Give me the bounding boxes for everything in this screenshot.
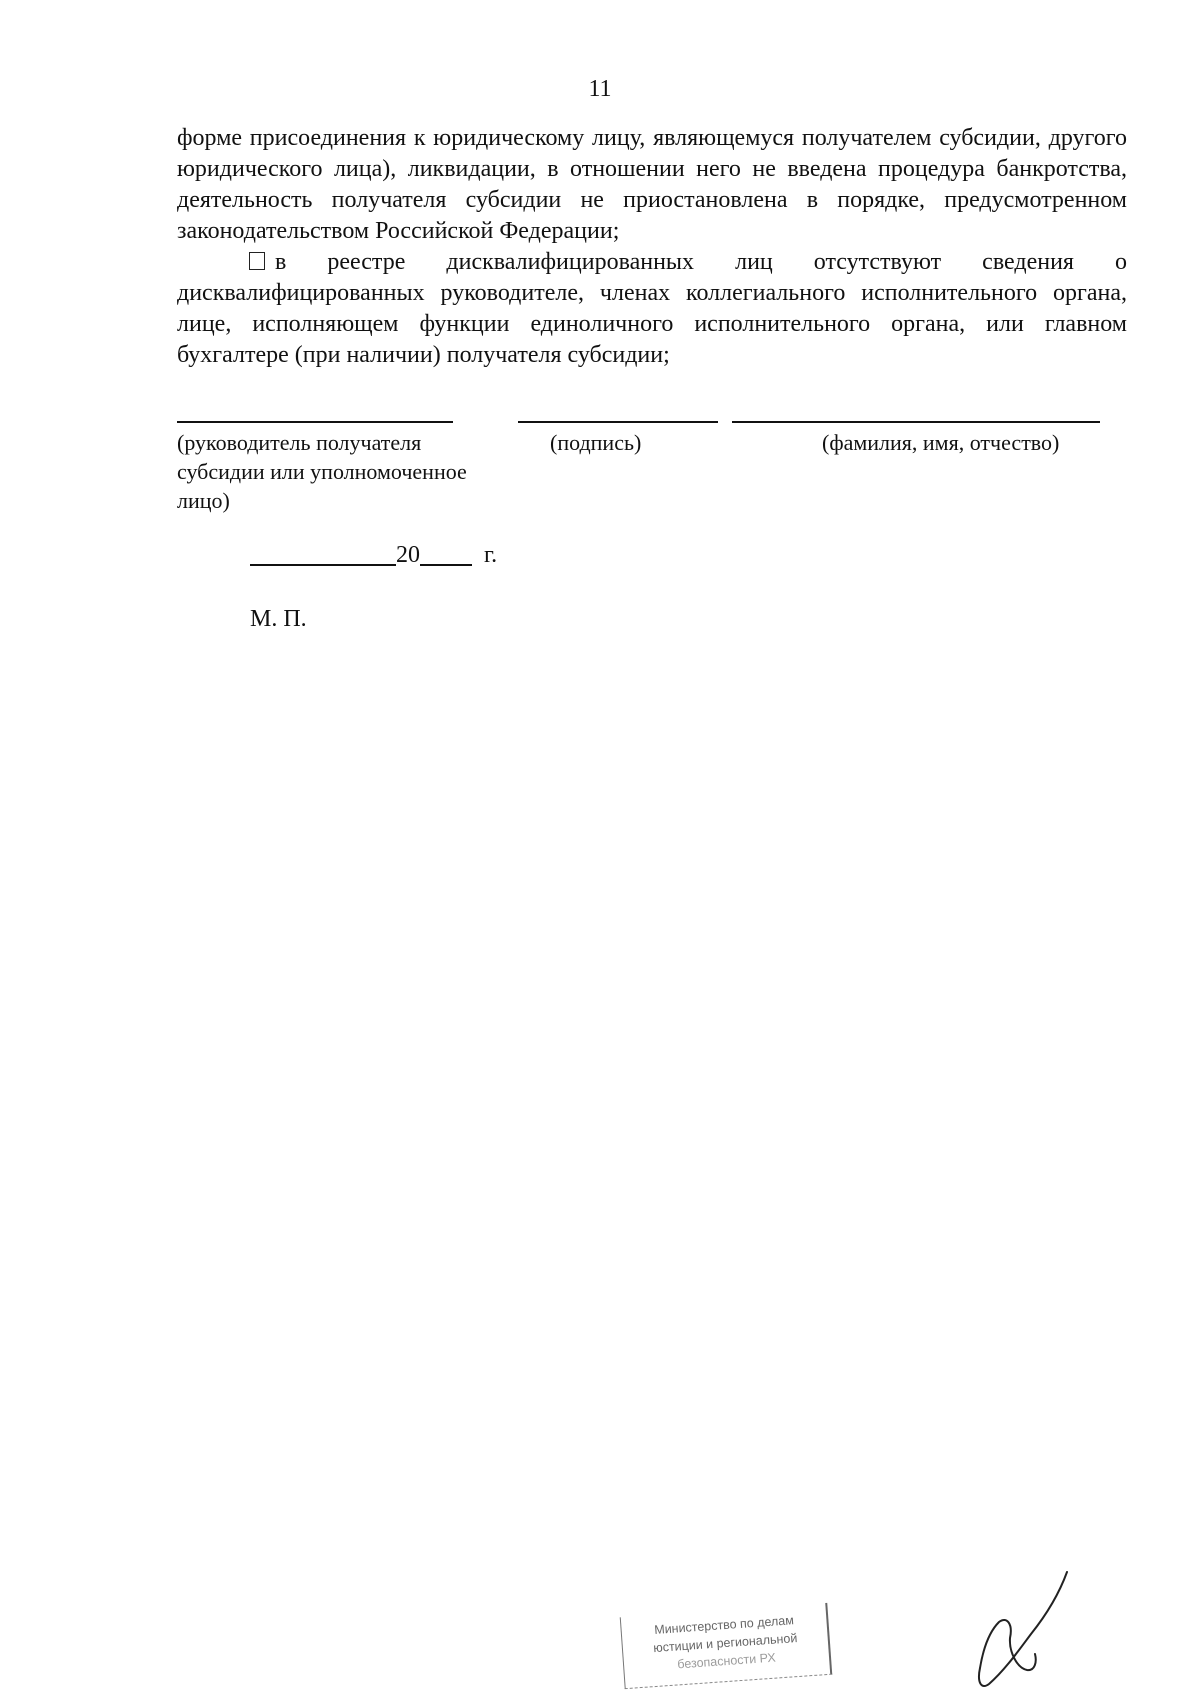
checkbox-icon xyxy=(249,252,265,270)
stamp-line-3: безопасности РХ xyxy=(676,1650,777,1672)
paragraph-disqualified-registry-text: в реестре дисквалифицированных лиц отсутствуют сведения о дисквалифицированных руководителе, членах коллегиального исполнительного органа, лице, исполняющем функции единоличного исполнительного органа, или главном бухгалтере (при наличии) получателя субсидии; xyxy=(177,249,1127,368)
signature-line-signature xyxy=(518,421,718,423)
caption-full-name: (фамилия, имя, отчество) xyxy=(822,430,1060,455)
date-year-prefix: 20 xyxy=(396,542,420,568)
date-year-suffix: г. xyxy=(484,542,498,568)
paragraph-continuation: форме присоединения к юридическому лицу, являющемуся получателем субсидии, другого юридического лица), ликвидации, в отношении него не введена процедура банкротства, деятельность получателя субсидии не приостановлена в порядке, предусмотренном законодательством Российской Федерации; xyxy=(177,125,1127,244)
caption-position: (руководитель получателя субсидии или уполномоченное лицо) xyxy=(177,430,467,513)
handwritten-signature xyxy=(955,1570,1075,1690)
date-line xyxy=(250,542,497,569)
signature-line-position xyxy=(177,421,453,423)
ministry-stamp xyxy=(620,1603,833,1689)
stamp-line-1: Министерство по делам xyxy=(653,1613,795,1637)
signature-line-name xyxy=(732,421,1100,423)
date-blank-day-month xyxy=(250,564,396,566)
page-number: 11 xyxy=(588,76,612,102)
caption-signature: (подпись) xyxy=(550,430,642,455)
date-blank-year xyxy=(420,564,472,566)
seal-label: М. П. xyxy=(250,606,307,632)
paragraph-disqualified-registry xyxy=(177,247,1127,371)
stamp-line-2: юстиции и региональной xyxy=(652,1631,798,1656)
